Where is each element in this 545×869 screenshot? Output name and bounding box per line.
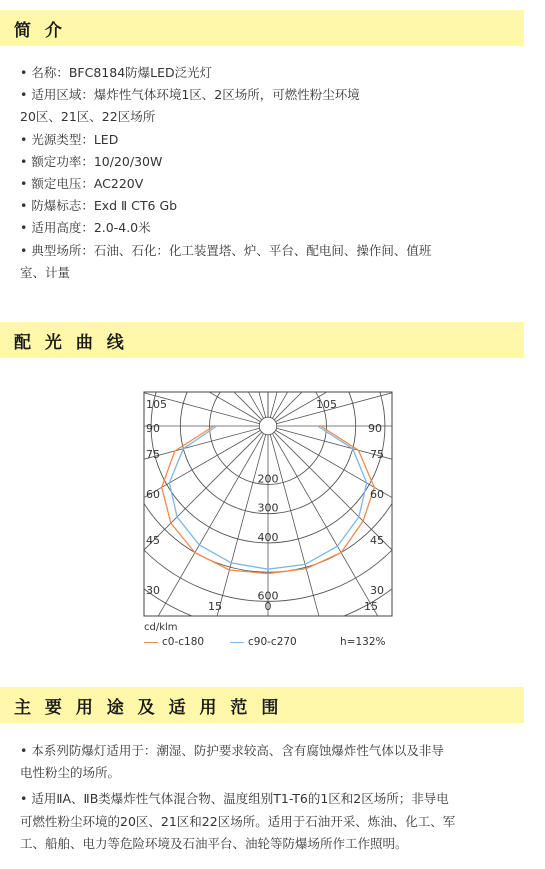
- usage-header: [0, 687, 524, 723]
- angle-label: 45: [146, 534, 160, 547]
- legend-swatch: [144, 642, 158, 643]
- curve-header: [0, 322, 524, 358]
- polar-plot: [138, 386, 398, 622]
- h-value: h=132%: [340, 636, 386, 648]
- legend-label: c90-c270: [248, 636, 297, 648]
- radial-label: 400: [257, 530, 279, 544]
- angle-label: 90: [368, 422, 382, 435]
- angle-label: 15: [364, 600, 378, 613]
- polar-chart: [138, 386, 398, 651]
- spec-line: • 适用高度：2.0-4.0米: [20, 220, 151, 236]
- intro-title: 简 介: [14, 20, 66, 41]
- curve-title: 配 光 曲 线: [14, 332, 128, 353]
- angle-label: 105: [146, 398, 167, 411]
- legend-h-value: [340, 636, 385, 648]
- angle-label: 60: [146, 488, 160, 501]
- angle-label: 105: [316, 398, 337, 411]
- spec-list: [20, 62, 520, 284]
- spec-line: • 名称：BFC8184防爆LED泛光灯: [20, 65, 213, 80]
- spec-line: 室、计量: [20, 264, 71, 280]
- spec-line: • 适用区域：爆炸性气体环境1区、2区场所，可燃性粉尘环境: [20, 87, 360, 103]
- angle-label: 30: [370, 584, 384, 597]
- para-line: 可燃性粉尘环境的20区、21区和22区场所。适用于石油开采、炼油、化工、军: [20, 813, 456, 829]
- para-line: • 适用ⅡA、ⅡB类爆炸性气体混合物、温度组别T1-T6的1区和2区场所；非导电: [20, 791, 449, 807]
- usage-title: 主 要 用 途 及 适 用 范 围: [14, 697, 283, 718]
- radial-label: 200: [257, 472, 279, 486]
- spec-line: • 光源类型：LED: [20, 131, 119, 147]
- spec-line: • 防爆标志：Exd Ⅱ CT6 Gb: [20, 198, 178, 214]
- angle-label: 75: [146, 448, 160, 461]
- intro-header: [0, 10, 524, 46]
- legend-item-c90: [230, 636, 297, 648]
- legend-item-c0: [144, 636, 204, 648]
- radial-label: 300: [257, 501, 279, 515]
- angle-label: 45: [370, 534, 384, 547]
- angle-label: 30: [146, 584, 160, 597]
- unit-label: cd/klm: [144, 622, 178, 633]
- legend-swatch: [230, 642, 244, 643]
- radial-label: 600: [257, 589, 279, 603]
- spec-line: • 额定电压：AC220V: [20, 176, 144, 192]
- para-line: 电性粉尘的场所。: [20, 765, 121, 781]
- angle-label: 15: [208, 600, 222, 613]
- angle-label: 60: [370, 488, 384, 501]
- angle-label: 75: [370, 448, 384, 461]
- para-line: 工、船舶、电力等危险环境及石油平台、油轮等防爆场所作工作照明。: [20, 835, 408, 851]
- usage-paragraphs: [20, 740, 525, 855]
- angle-label-center: 0: [264, 600, 272, 613]
- spec-line: 20区、21区、22区场所: [20, 109, 156, 125]
- grid-spoke: [276, 358, 522, 424]
- spec-line: • 额定功率：10/20/30W: [20, 153, 163, 169]
- spec-line: • 典型场所：石油、石化：化工装置塔、炉、平台、配电间、操作间、值班: [20, 242, 432, 258]
- para-line: • 本系列防爆灯适用于：潮湿、防护要求较高、含有腐蚀爆炸性气体以及非导: [20, 743, 444, 758]
- angle-label: 90: [146, 422, 160, 435]
- grid-spoke: [14, 358, 260, 424]
- legend-label: c0-c180: [162, 636, 205, 648]
